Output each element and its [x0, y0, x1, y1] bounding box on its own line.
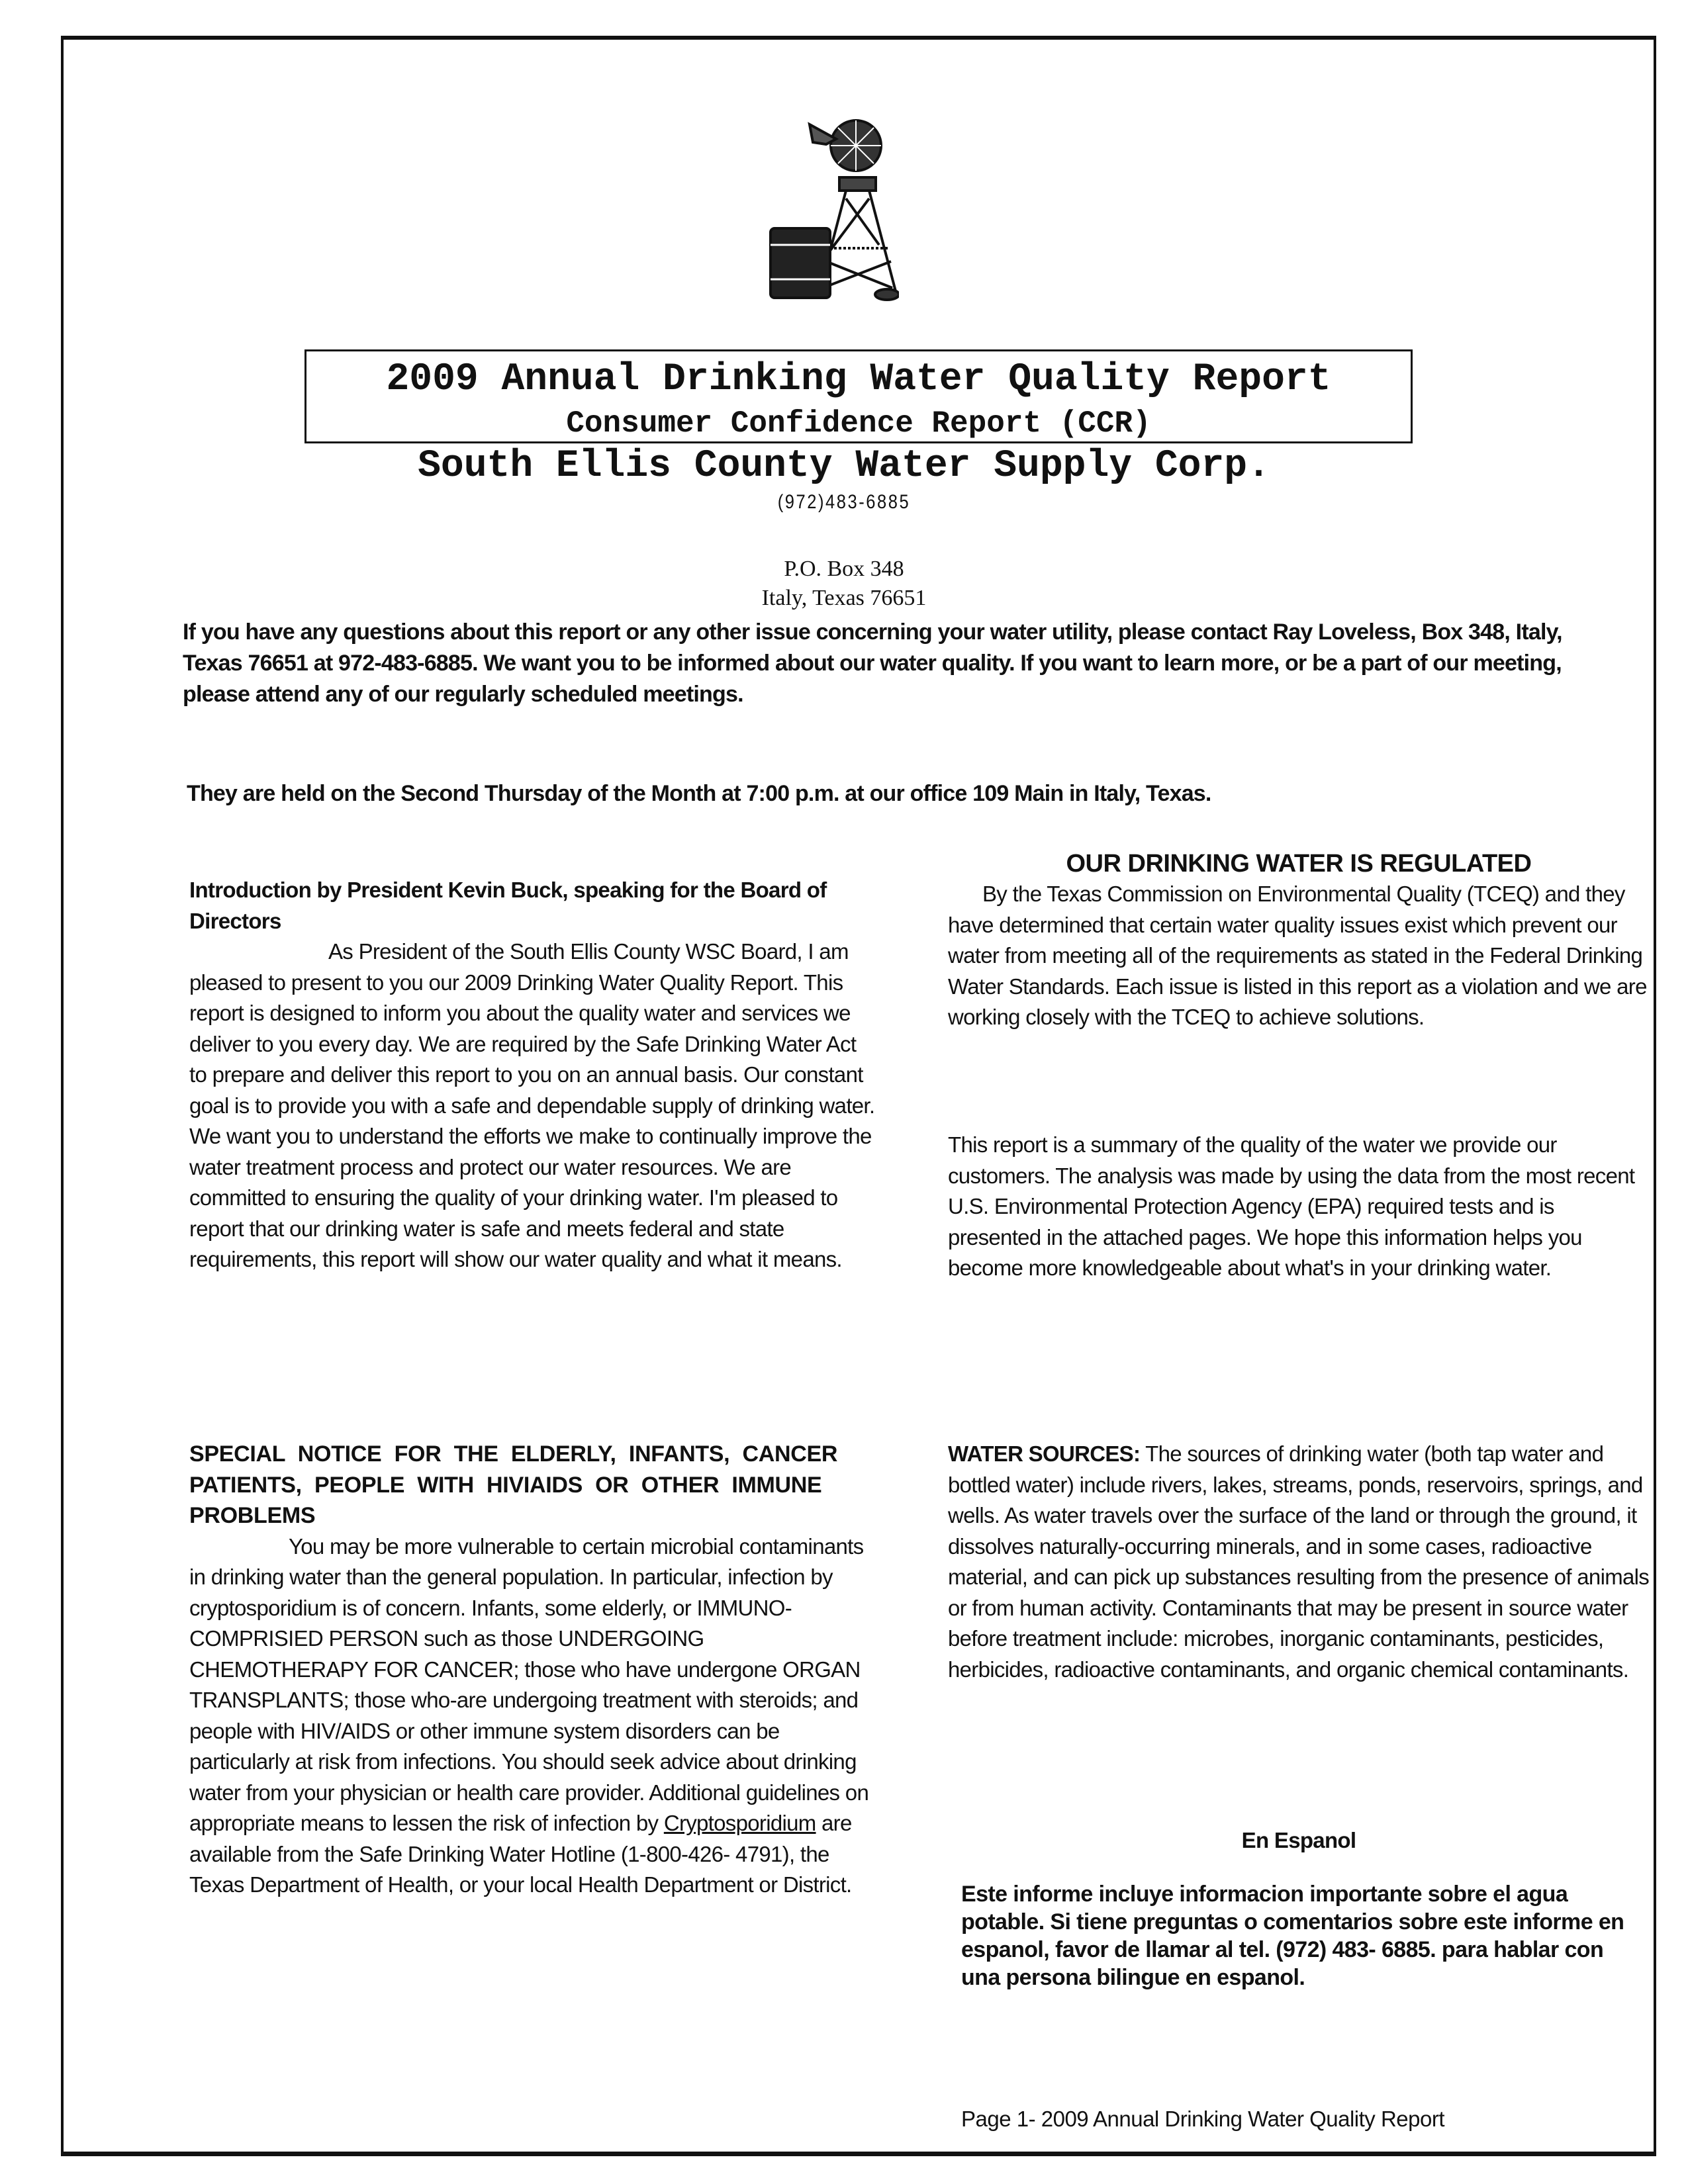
water-sources-text: The sources of drinking water (both tap water and bottled water) include rivers, lakes, streams, ponds, reservoirs, springs, and wells. As water travels over the surface of the land or through the ground, it dissolves naturally-occurring minerals, and in some cases, radioactive material, and can pick up substances resulting from the presence of animals or from human activity. Contaminants that may be present in source water before treatment include: microbes, inorganic contaminants, pesticides, herbicides, radioactive contaminants, and organic chemical contaminants. [948, 1441, 1650, 1682]
special-notice-section [189, 1439, 878, 1901]
organization-name: South Ellis County Water Supply Corp. [418, 445, 1270, 488]
cryptosporidium-term: Cryptosporidium [663, 1811, 816, 1835]
page-footer: Page 1- 2009 Annual Drinking Water Quality Report [961, 2107, 1445, 2131]
introduction-text: As President of the South Ellis County WSC Board, I am pleased to present to you our 2009 Drinking Water Quality Report. This report is designed to inform you about the quality water and services we deliver to you every day. We are required by the Safe Drinking Water Act to prepare and deliver this report to you on an annual basis. Our constant goal is to provide you with a safe and dependable supply of drinking water. We want you to understand the efforts we make to continually improve the water treatment process and protect our water resources. We are committed to ensuring the quality of your drinking water. I'm pleased to report that our drinking water is safe and meets federal and state requirements, this report will show our water quality and what it means. [189, 939, 875, 1271]
summary-section [948, 1130, 1650, 1284]
summary-body: This report is a summary of the quality of the water we provide our customers. The analysis was made by using the data from the most recent U.S. Environmental Protection Agency (EPA) required tests and is presented in the attached pages. We hope this information helps you become more knowledgeable about what's in your drinking water. [948, 1132, 1635, 1280]
water-sources-body [948, 1439, 1650, 1685]
introduction-body [189, 936, 878, 1275]
espanol-heading: En Espanol [1241, 1828, 1356, 1852]
title-box [305, 349, 1413, 443]
organization-phone: (972)483-6885 [777, 491, 911, 513]
contact-paragraph: If you have any questions about this report or any other issue concerning your water utility, please contact Ray Loveless, Box 348, Italy, Texas 76651 at 972-483-6885. We want you to be informed about our water quality. If you want to learn more, or be a part of our meeting, please attend any of our regularly scheduled meetings. [183, 619, 1562, 707]
regulated-heading: OUR DRINKING WATER IS REGULATED [1066, 850, 1532, 878]
meeting-schedule: They are held on the Second Thursday of the Month at 7:00 p.m. at our office 109 Main in Italy, Texas. [187, 781, 1211, 806]
windmill-water-tower-icon [747, 106, 899, 304]
water-sources-label: WATER SOURCES: [948, 1441, 1141, 1466]
special-notice-text-1: You may be more vulnerable to certain microbial contaminants in drinking water than the general population. In particular, infection by cryptosporidium is of concern. Infants, some elderly, or IMMUNO-COMPRISIED PERSON such as those UNDERGOING CHEMOTHERAPY FOR CANCER; those who have undergone ORGAN TRANSPLANTS; those who-are undergoing treatment with steroids; and people with HIV/AIDS or other immune system disorders can be particularly at risk from infections. You should seek advice about drinking water from your physician or health care provider. Additional guidelines on appropriate means to lessen the risk of infection by [189, 1533, 869, 1835]
regulated-text: By the Texas Commission on Environmental Quality (TCEQ) and they have determined that certain water quality issues exist which prevent our water from meeting all of the requirements as stated in the Federal Drinking Water Standards. Each issue is listed in this report as a violation and we are working closely with the TCEQ to achieve solutions. [948, 882, 1647, 1029]
regulated-section [948, 848, 1650, 1033]
mailing-address [0, 555, 1688, 613]
special-notice-text-2: are available from the Safe Drinking Water Hotline (1-800-426- 4791), the Texas Department of Health, or your local Health Department or District. [189, 1811, 852, 1897]
regulated-body [948, 879, 1650, 1033]
report-subtitle: Consumer Confidence Report (CCR) [566, 406, 1151, 441]
espanol-section [961, 1825, 1636, 1991]
address-line-2: Italy, Texas 76651 [761, 586, 927, 610]
address-line-1: P.O. Box 348 [784, 557, 904, 581]
espanol-body: Este informe incluye informacion importante sobre el agua potable. Si tiene preguntas o comentarios sobre este informe en espanol, favor de llamar al tel. (972) 483- 6885. para hablar con una persona bilingue en espanol. [961, 1881, 1624, 1990]
special-notice-body [189, 1531, 878, 1901]
introduction-section [189, 875, 878, 1275]
water-sources-section [948, 1439, 1650, 1685]
special-notice-heading: SPECIAL NOTICE FOR THE ELDERLY, INFANTS, CANCER PATIENTS, PEOPLE WITH HIVIAIDS OR OTHER IMMUNE PROBLEMS [189, 1441, 838, 1528]
introduction-heading: Introduction by President Kevin Buck, speaking for the Board of Directors [189, 878, 827, 933]
report-title: 2009 Annual Drinking Water Quality Report [386, 358, 1331, 401]
